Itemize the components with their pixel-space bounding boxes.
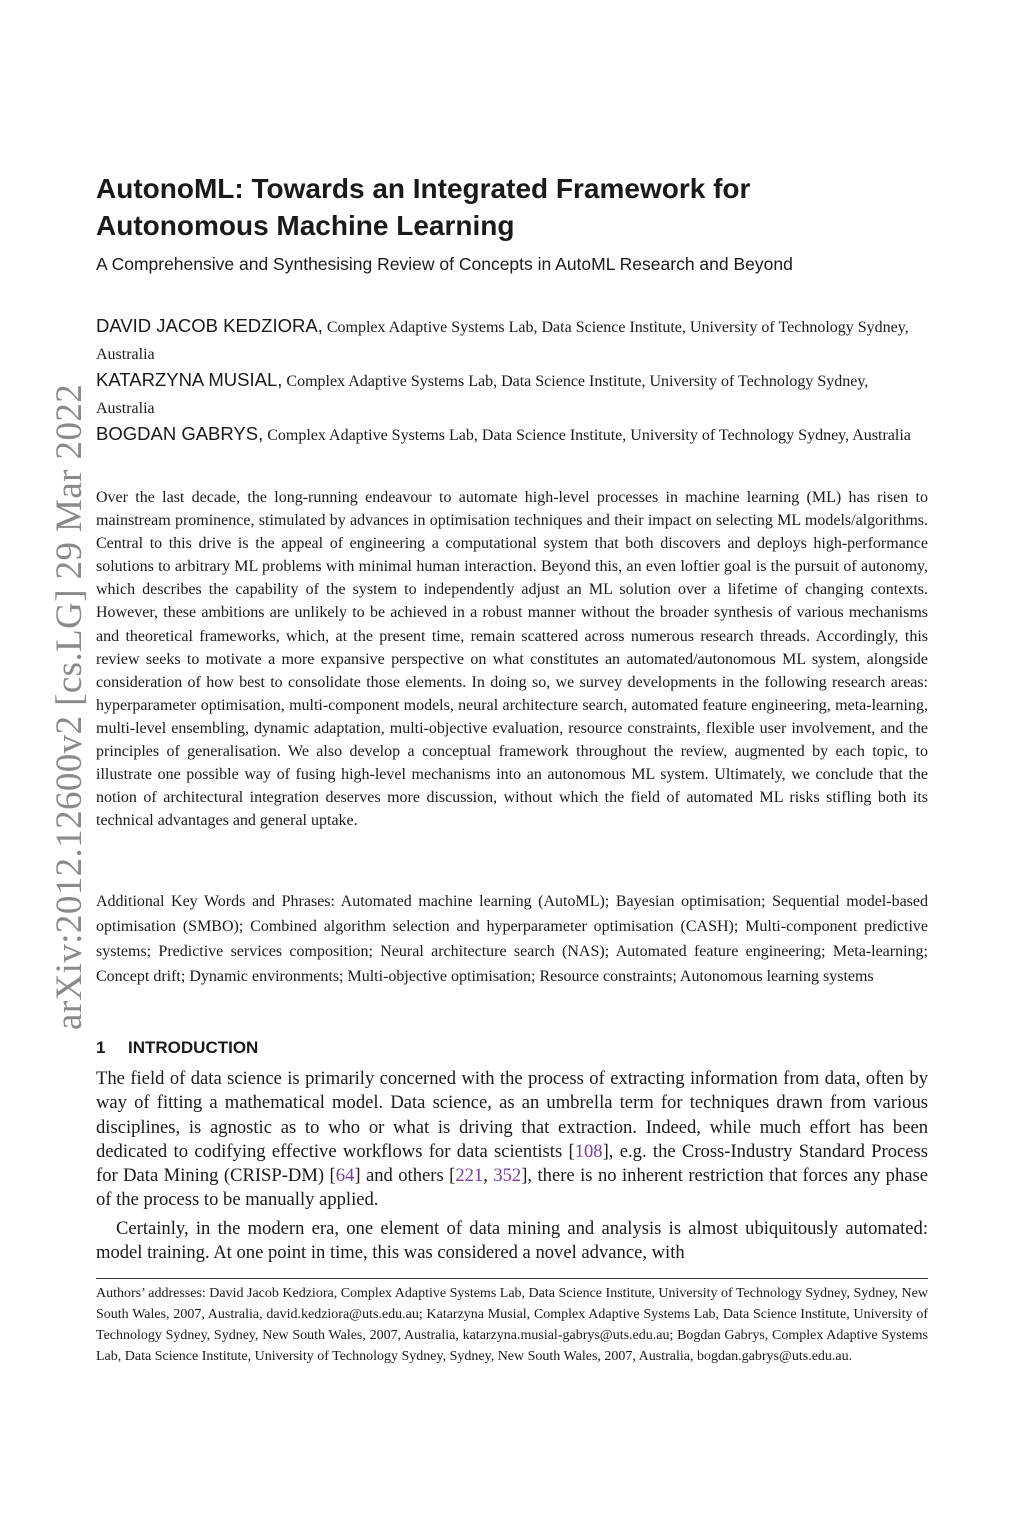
arxiv-stamp: arXiv:2012.12600v2 [cs.LG] 29 Mar 2022 — [49, 383, 90, 1030]
intro-text: ], e.g. the Cross-Industry Standard Process for Data Mining (CRISP-DM) [ — [96, 1140, 928, 1187]
author-block — [96, 366, 928, 422]
citation-link[interactable]: 108 — [574, 1140, 603, 1162]
section-number: 1 — [96, 1038, 106, 1057]
author-affiliation: Complex Adaptive Systems Lab, Data Science Institute, University of Technology Sydney, Australia — [96, 373, 869, 417]
citation-link[interactable]: 352 — [493, 1165, 522, 1187]
author-block — [96, 420, 928, 449]
intro-paragraph — [96, 1067, 928, 1213]
abstract: Over the last decade, the long-running endeavour to automate high-level processes in machine learning (ML) has risen to mainstream prominence, stimulated by advances in optimisation techniques and their impact on selecting ML models/algorithms. Central to this drive is the appeal of engineering a computational system that both discovers and deploys high-performance solutions to arbitrary ML problems with minimal human interaction. Beyond this, an even loftier goal is the pursuit of autonomy, which describes the capability of the system to independently adjust an ML solution over a lifetime of changing contexts. However, these ambitions are unlikely to be achieved in a robust manner without the broader synthesis of various mechanisms and theoretical frameworks, which, at the present time, remain scattered across numerous research threads. Accordingly, this review seeks to motivate a more expansive perspective on what constitutes an automated/autonomous ML system, alongside consideration of how best to consolidate those elements. In doing so, we survey developments in the following research areas: hyperparameter optimisation, multi-component models, neural architecture search, automated feature engineering, meta-learning, multi-level ensembling, dynamic adaptation, multi-objective evaluation, resource constraints, flexible user involvement, and the principles of generalisation. We also develop a conceptual framework throughout the review, augmented by each topic, to illustrate one possible way of fusing high-level mechanisms into an autonomous ML system. Ultimately, we conclude that the notion of architectural integration deserves more discussion, without which the field of automated ML risks stifling both its technical advantages and general uptake. — [96, 489, 928, 830]
author-name: BOGDAN GABRYS, — [96, 423, 264, 444]
intro-text: The field of data science is primarily concerned with the process of extracting information from data, often by way of fitting a mathematical model. Data science, as an umbrella term for techniques drawn from various disciplines, is agnostic as to who or what is driving that extraction. Indeed, while much effort has been dedicated to codifying effective workflows for data scientists [ — [96, 1068, 928, 1162]
intro-text: ], there is no inherent restriction that forces any phase of the process to be manually applied. — [96, 1165, 928, 1211]
intro-paragraph: Certainly, in the modern era, one element of data mining and analysis is almost ubiquitously automated: model training. At one point in time, this was considered a novel advance, with — [96, 1218, 928, 1264]
author-affiliation: Complex Adaptive Systems Lab, Data Science Institute, University of Technology Sydney, Australia — [96, 319, 909, 363]
paper-subtitle: A Comprehensive and Synthesising Review of Concepts in AutoML Research and Beyond — [96, 254, 793, 274]
paper-title: AutonoML: Towards an Integrated Framework for Autonomous Machine Learning — [96, 173, 751, 241]
footnote: Authors’ addresses: David Jacob Kedziora, Complex Adaptive Systems Lab, Data Science Institute, University of Technology Sydney, Sydney, New South Wales, 2007, Australia, david.kedziora@uts.edu.au; Katarzyna Musial, Complex Adaptive Systems Lab, Data Science Institute, University of Technology Sydney, Sydney, New South Wales, 2007, Australia, katarzyna.musial-gabrys@uts.edu.au; Bogdan Gabrys, Complex Adaptive Systems Lab, Data Science Institute, University of Technology Sydney, Sydney, New South Wales, 2007, Australia, bogdan.gabrys@uts.edu.au. — [96, 1286, 928, 1364]
intro-text: ] and others [ — [354, 1165, 456, 1187]
author-name: DAVID JACOB KEDZIORA, — [96, 315, 323, 336]
citation-link[interactable]: 221 — [455, 1165, 484, 1187]
section-heading — [96, 1036, 928, 1060]
author-affiliation: Complex Adaptive Systems Lab, Data Science Institute, University of Technology Sydney, Australia — [263, 427, 911, 444]
keywords: Additional Key Words and Phrases: Automated machine learning (AutoML); Bayesian optimisation; Sequential model-based optimisation (SMBO); Combined algorithm selection and hyperparameter optimisation (CASH); Multi-component predictive systems; Predictive services composition; Neural architecture search (NAS); Automated feature engineering; Meta-learning; Concept drift; Dynamic environments; Multi-objective optimisation; Resource constraints; Autonomous learning systems — [96, 893, 928, 986]
author-name: KATARZYNA MUSIAL, — [96, 369, 283, 390]
footnote-divider — [96, 1278, 928, 1279]
intro-text: , — [483, 1165, 494, 1187]
citation-link[interactable]: 64 — [335, 1165, 355, 1187]
author-block — [96, 312, 928, 368]
section-title: INTRODUCTION — [128, 1038, 259, 1057]
